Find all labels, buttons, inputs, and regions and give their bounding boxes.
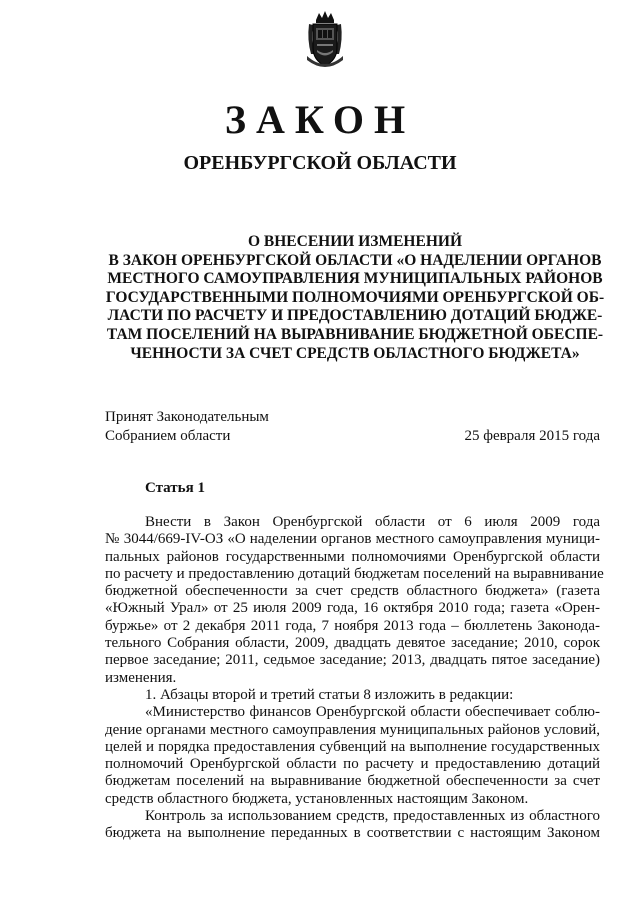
body-line: изменения. bbox=[105, 669, 177, 686]
body-line: бюджетам поселений на выравнивание бюджетной обеспеченности за счет bbox=[105, 773, 600, 790]
body-line: по расчету и предоставлению дотаций бюджетам поселений на выравнивание bbox=[105, 565, 604, 582]
document-title: ЗАКОН bbox=[224, 97, 416, 142]
adoption-line: Принят Законодательным bbox=[105, 409, 269, 425]
law-title-line: МЕСТНОГО САМОУПРАВЛЕНИЯ МУНИЦИПАЛЬНЫХ РАЙОНОВ bbox=[107, 270, 603, 288]
body-line: бюджетной обеспеченности за счет средств областного бюджета» (газета bbox=[105, 583, 600, 600]
body-line: бюджета на выполнение переданных в соответствии с настоящим Законом bbox=[105, 825, 600, 842]
article-heading: Статья 1 bbox=[145, 480, 205, 496]
body-line: буржье» от 2 декабря 2011 года, 7 ноября 2013 года – бюллетень Законода- bbox=[105, 617, 600, 634]
body-line: дение органами местного самоуправления муниципальных районов условий, bbox=[105, 721, 600, 738]
body-line: «Министерство финансов Оренбургской области обеспечивает соблю- bbox=[145, 704, 600, 721]
document-subtitle: ОРЕНБУРГСКОЙ ОБЛАСТИ bbox=[183, 152, 457, 174]
body-line: Внести в Закон Оренбургской области от 6 июля 2009 года bbox=[145, 514, 600, 530]
body-line: «Южный Урал» от 25 июля 2009 года, 16 октября 2010 года; газета «Орен- bbox=[105, 600, 600, 617]
body-line: Контроль за использованием средств, предоставленных из областного bbox=[145, 808, 600, 825]
law-title-line: ТАМ ПОСЕЛЕНИЙ НА ВЫРАВНИВАНИЕ БЮДЖЕТНОЙ ОБЕСПЕ- bbox=[106, 325, 604, 343]
body-line: средств областного бюджета, установленных настоящим Законом. bbox=[105, 790, 529, 807]
article-body bbox=[105, 514, 604, 843]
body-line: целей и порядка предоставления субвенций на выполнение государственных bbox=[105, 738, 600, 755]
law-title-line: О ВНЕСЕНИИ ИЗМЕНЕНИЙ bbox=[247, 233, 462, 250]
body-line: первое заседание; 2011, седьмое заседание; 2013, двадцать пятое заседание) bbox=[105, 652, 600, 669]
body-line: пальных районов государственными полномочиями Оренбургской области bbox=[105, 548, 600, 565]
adoption-date: 25 февраля 2015 года bbox=[464, 428, 600, 444]
law-title-line: ЧЕННОСТИ ЗА СЧЕТ СРЕДСТВ ОБЛАСТНОГО БЮДЖЕТА» bbox=[130, 344, 580, 362]
body-line: 1. Абзацы второй и третий статьи 8 изложить в редакции: bbox=[145, 686, 514, 703]
law-title-line: ЛАСТИ ПО РАСЧЕТУ И ПРЕДОСТАВЛЕНИЮ ДОТАЦИЙ БЮДЖЕ- bbox=[107, 307, 603, 325]
adoption-info bbox=[105, 408, 269, 446]
coat-of-arms-emblem-icon bbox=[303, 10, 347, 70]
law-title-line: В ЗАКОН ОРЕНБУРГСКОЙ ОБЛАСТИ «О НАДЕЛЕНИИ ОРГАНОВ bbox=[108, 251, 602, 269]
body-line: № 3044/669-IV-ОЗ «О наделении органов местного самоуправления муници- bbox=[105, 531, 600, 548]
body-line: полномочий Оренбургской области по расчету и предоставлению дотаций bbox=[105, 756, 600, 773]
body-line: тельного Собрания области, 2009, двадцать девятое заседание; 2010, сорок bbox=[105, 635, 600, 652]
law-title bbox=[100, 233, 610, 363]
law-title-line: ГОСУДАРСТВЕННЫМИ ПОЛНОМОЧИЯМИ ОРЕНБУРГСКОЙ ОБ- bbox=[105, 288, 605, 306]
adoption-line: Собранием области bbox=[105, 428, 231, 444]
